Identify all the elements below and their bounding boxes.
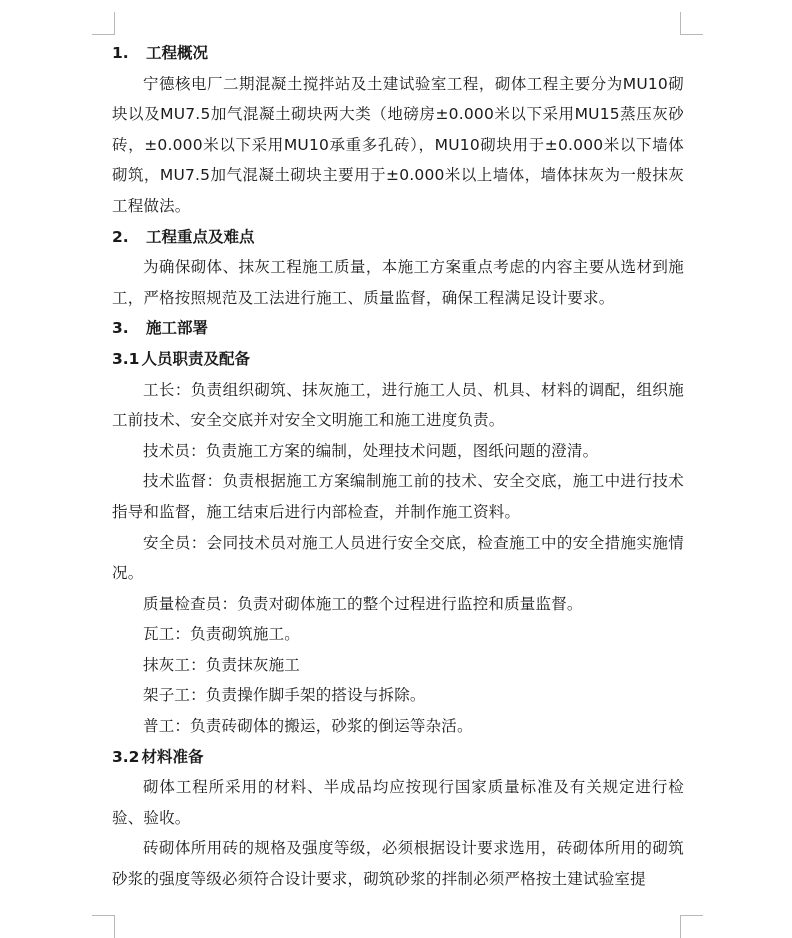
- paragraph-project-overview: 宁德核电厂二期混凝土搅拌站及土建试验室工程，砌体工程主要分为MU10砌块以及MU7.5加气混凝土砌块两大类（地磅房±0.000米以下采用MU15蒸压灰砂砖，±0.000米以下采用MU10承重多孔砖），MU10砌块用于±0.000米以下墙体砌筑，MU7.5加气混凝土砌块主要用于±0.000米以上墙体，墙体抹灰为一般抹灰工程做法。: [112, 74, 684, 215]
- section-heading-3-1: [112, 344, 684, 375]
- page-corner-mark-bottom-left: [92, 915, 115, 938]
- paragraph-key-points: 为确保砌体、抹灰工程施工质量，本施工方案重点考虑的内容主要从选材到施工，严格按照规范及工法进行施工、质量监督，确保工程满足设计要求。: [112, 258, 684, 307]
- page-corner-mark-top-left: [92, 12, 115, 35]
- paragraph-quality-inspector-duty: 质量检查员：负责对砌体施工的整个过程进行监控和质量监督。: [143, 594, 583, 613]
- section-number: 3.2: [112, 747, 140, 766]
- page-corner-mark-bottom-right: [680, 915, 703, 938]
- section-heading-3: [112, 313, 684, 344]
- section-title: 工程概况: [146, 44, 209, 62]
- paragraph-safety-officer-duty: 安全员：会同技术员对施工人员进行安全交底，检查施工中的安全措施实施情况。: [112, 533, 684, 583]
- paragraph-technical-supervisor-duty: 技术监督：负责根据施工方案编制施工前的技术、安全交底，施工中进行技术指导和监督，施工结束后进行内部检查，并制作施工资料。: [112, 472, 684, 521]
- section-number: 2.: [112, 227, 129, 246]
- page-corner-mark-top-right: [680, 12, 703, 35]
- paragraph-technician-duty: 技术员：负责施工方案的编制，处理技术问题，图纸问题的澄清。: [143, 441, 599, 460]
- section-number: 3.: [112, 319, 129, 338]
- paragraph-foreman-duty: 工长：负责组织砌筑、抹灰施工，进行施工人员、机具、材料的调配，组织施工前技术、安全交底并对安全文明施工和施工进度负责。: [112, 380, 684, 430]
- section-title: 材料准备: [141, 747, 204, 766]
- section-heading-3-2: [112, 742, 684, 773]
- section-heading-2: [112, 222, 684, 253]
- paragraph-material-inspection: 砌体工程所采用的材料、半成品均应按现行国家质量标准及有关规定进行检验、验收。: [112, 778, 684, 827]
- document-body[interactable]: [112, 38, 684, 895]
- section-number: 3.1: [112, 349, 140, 368]
- section-title: 施工部署: [146, 319, 209, 338]
- section-heading-1: [112, 38, 684, 69]
- paragraph-scaffolder-duty: 架子工：负责操作脚手架的搭设与拆除。: [143, 686, 426, 705]
- section-number: 1.: [112, 44, 129, 62]
- section-title: 人员职责及配备: [141, 349, 250, 368]
- section-title: 工程重点及难点: [146, 227, 255, 246]
- paragraph-plasterer-duty: 抹灰工：负责抹灰施工: [143, 655, 301, 674]
- paragraph-bricklayer-duty: 瓦工：负责砌筑施工。: [143, 625, 301, 644]
- paragraph-brick-specification: 砖砌体所用砖的规格及强度等级，必须根据设计要求选用，砖砌体所用的砌筑砂浆的强度等级必须符合设计要求，砌筑砂浆的拌制必须严格按土建试验室提: [112, 839, 684, 889]
- paragraph-laborer-duty: 普工：负责砖砌体的搬运，砂浆的倒运等杂活。: [143, 717, 473, 736]
